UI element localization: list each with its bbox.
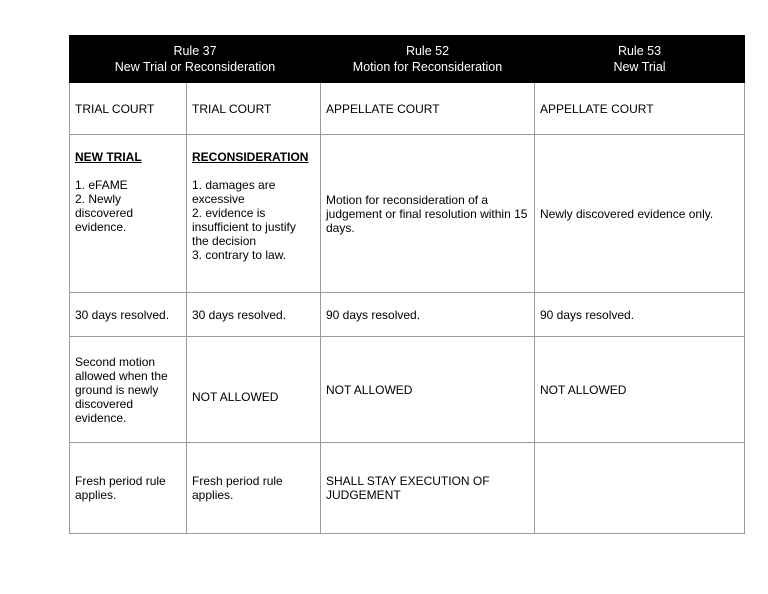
header-rule-52 [321, 36, 535, 83]
days-cell-new-trial: 30 days resolved. [70, 293, 187, 337]
second-motion-cell-reconsideration: NOT ALLOWED [187, 337, 321, 443]
grounds-row [70, 135, 745, 293]
rules-comparison-table [69, 35, 745, 534]
grounds-cell-reconsideration [187, 135, 321, 293]
days-cell-rule-53: 90 days resolved. [535, 293, 745, 337]
court-row [70, 83, 745, 135]
reconsideration-heading: RECONSIDERATION [192, 150, 309, 164]
second-motion-cell-new-trial: Second motion allowed when the ground is newly discovered evidence. [70, 337, 187, 443]
second-motion-row [70, 337, 745, 443]
header-rule-37-title: New Trial or Reconsideration [114, 60, 276, 74]
reconsideration-grounds-list: 1. damages are excessive 2. evidence is insufficient to justify the decision 3. contrary to law. [192, 178, 296, 262]
fresh-period-cell-rule-53 [535, 443, 745, 534]
header-row [70, 36, 745, 83]
court-cell-new-trial: TRIAL COURT [70, 83, 187, 135]
second-motion-cell-rule-53: NOT ALLOWED [535, 337, 745, 443]
days-row [70, 293, 745, 337]
header-rule-37 [70, 36, 321, 83]
court-cell-reconsideration: TRIAL COURT [187, 83, 321, 135]
new-trial-heading: NEW TRIAL [75, 150, 142, 164]
grounds-cell-rule-53: Newly discovered evidence only. [535, 135, 745, 293]
fresh-period-cell-rule-52: SHALL STAY EXECUTION OF JUDGEMENT [321, 443, 535, 534]
days-cell-reconsideration: 30 days resolved. [187, 293, 321, 337]
grounds-cell-rule-52: Motion for reconsideration of a judgement or final resolution within 15 days. [321, 135, 535, 293]
header-rule-53 [535, 36, 745, 83]
new-trial-grounds-list: 1. eFAME 2. Newly discovered evidence. [75, 178, 134, 234]
header-rule-53-number: Rule 53 [617, 44, 662, 58]
fresh-period-cell-new-trial: Fresh period rule applies. [70, 443, 187, 534]
fresh-period-cell-reconsideration: Fresh period rule applies. [187, 443, 321, 534]
header-rule-53-title: New Trial [613, 60, 666, 74]
header-rule-52-title: Motion for Reconsideration [352, 60, 503, 74]
header-rule-52-number: Rule 52 [405, 44, 450, 58]
court-cell-rule-53: APPELLATE COURT [535, 83, 745, 135]
second-motion-cell-rule-52: NOT ALLOWED [321, 337, 535, 443]
fresh-period-row [70, 443, 745, 534]
header-rule-37-number: Rule 37 [173, 44, 217, 58]
grounds-cell-new-trial [70, 135, 187, 293]
court-cell-rule-52: APPELLATE COURT [321, 83, 535, 135]
days-cell-rule-52: 90 days resolved. [321, 293, 535, 337]
